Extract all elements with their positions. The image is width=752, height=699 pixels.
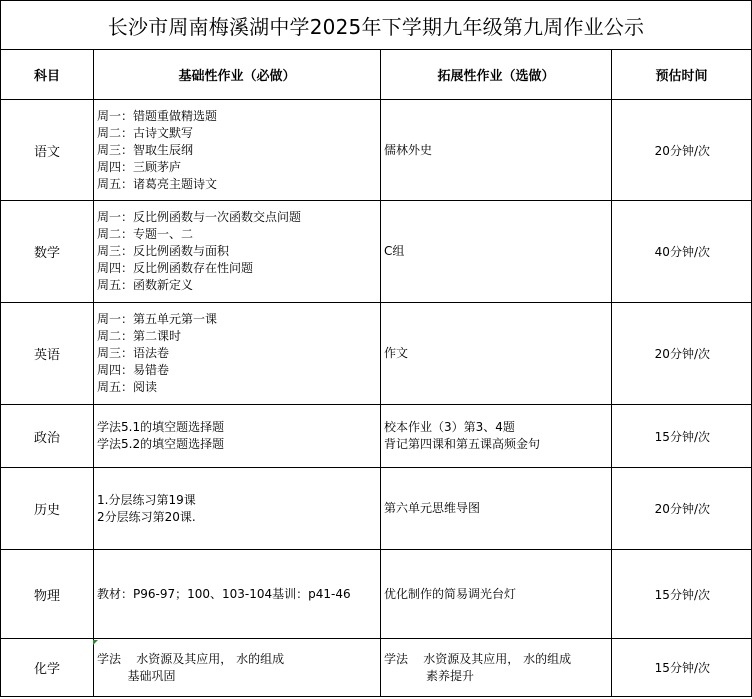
estimated-time-cell: 40分钟/次	[612, 201, 752, 303]
basic-homework-line: 周三：智取生辰纲	[97, 142, 194, 157]
basic-homework-line: 周五：函数新定义	[97, 278, 194, 292]
extension-homework-line: 学法 水资源及其应用， 水的组成	[384, 651, 572, 666]
subject-cell: 历史	[1, 468, 94, 550]
table-row	[1, 201, 752, 303]
header-basic: 基础性作业（必做）	[94, 50, 381, 100]
cell-comment-marker	[93, 640, 98, 645]
basic-homework-line: 周五：阅读	[97, 380, 158, 394]
basic-homework-line: 基础巩固	[97, 668, 176, 683]
table-row	[1, 100, 752, 201]
estimated-time-cell: 15分钟/次	[612, 639, 752, 697]
rows-body	[1, 100, 752, 697]
basic-homework-cell	[94, 468, 381, 550]
header-extension: 拓展性作业（选做）	[381, 50, 612, 100]
basic-homework-line: 学法 水资源及其应用， 水的组成	[97, 651, 285, 666]
subject-cell: 数学	[1, 201, 94, 303]
subject-cell: 化学	[1, 639, 94, 697]
extension-homework-cell	[381, 303, 612, 405]
extension-homework-line: 素养提升	[384, 668, 474, 683]
extension-homework-cell	[381, 100, 612, 201]
basic-homework-line: 周二：古诗文默写	[97, 125, 194, 140]
basic-homework-line: 学法5.2的填空题选择题	[97, 437, 225, 451]
subject-cell: 语文	[1, 100, 94, 201]
basic-homework-line: 周二：专题一、二	[97, 227, 194, 241]
subject-cell: 物理	[1, 550, 94, 639]
basic-homework-line: 教材：P96-97；100、103-104基训：p41-46	[97, 586, 351, 601]
subject-cell: 英语	[1, 303, 94, 405]
basic-homework-cell	[94, 550, 381, 639]
basic-homework-line: 周三：反比例函数与面积	[97, 244, 230, 258]
extension-homework-line: 第六单元思维导图	[384, 501, 481, 515]
basic-homework-cell	[94, 405, 381, 468]
basic-homework-cell	[94, 639, 381, 697]
basic-homework-line: 学法5.1的填空题选择题	[97, 420, 225, 434]
extension-homework-line: C组	[384, 244, 405, 258]
extension-homework-cell	[381, 468, 612, 550]
basic-homework-line: 周四：三顾茅庐	[97, 159, 182, 174]
extension-homework-line: 儒林外史	[384, 142, 433, 157]
basic-homework-line: 周四：反比例函数存在性问题	[97, 261, 254, 275]
estimated-time-cell: 15分钟/次	[612, 405, 752, 468]
extension-homework-line: 优化制作的简易调光台灯	[384, 586, 517, 601]
basic-homework-line: 周二：第二课时	[97, 329, 182, 343]
basic-homework-line: 2分层练习第20课.	[97, 509, 196, 524]
basic-homework-cell	[94, 201, 381, 303]
basic-homework-line: 1.分层练习第19课	[97, 492, 196, 507]
subject-cell: 政治	[1, 405, 94, 468]
extension-homework-line: 校本作业（3）第3、4题	[384, 420, 515, 434]
estimated-time-cell: 20分钟/次	[612, 100, 752, 201]
header-subject: 科目	[1, 50, 94, 100]
title-row	[1, 1, 752, 50]
extension-homework-line: 背记第四课和第五课高频金句	[384, 437, 541, 451]
estimated-time-cell: 20分钟/次	[612, 303, 752, 405]
table-row	[1, 405, 752, 468]
basic-homework-line: 周一：反比例函数与一次函数交点问题	[97, 210, 302, 224]
table-row	[1, 639, 752, 697]
basic-homework-cell	[94, 100, 381, 201]
basic-homework-line: 周五：诸葛亮主题诗文	[97, 176, 218, 191]
basic-homework-line: 周一：第五单元第一课	[97, 312, 218, 326]
basic-homework-line: 周一：错题重做精选题	[97, 108, 218, 123]
extension-homework-line: 作文	[384, 346, 409, 360]
header-time: 预估时间	[612, 50, 752, 100]
basic-homework-line: 周四：易错卷	[97, 363, 170, 377]
page-title: 长沙市周南梅溪湖中学2025年下学期九年级第九周作业公示	[1, 1, 752, 50]
extension-homework-cell	[381, 201, 612, 303]
estimated-time-cell: 20分钟/次	[612, 468, 752, 550]
table-row	[1, 550, 752, 639]
basic-homework-cell	[94, 303, 381, 405]
extension-homework-cell	[381, 405, 612, 468]
basic-homework-line: 周三：语法卷	[97, 346, 170, 360]
extension-homework-cell	[381, 550, 612, 639]
extension-homework-cell	[381, 639, 612, 697]
table-row	[1, 303, 752, 405]
estimated-time-cell: 15分钟/次	[612, 550, 752, 639]
table-row	[1, 468, 752, 550]
header-row	[1, 50, 752, 100]
